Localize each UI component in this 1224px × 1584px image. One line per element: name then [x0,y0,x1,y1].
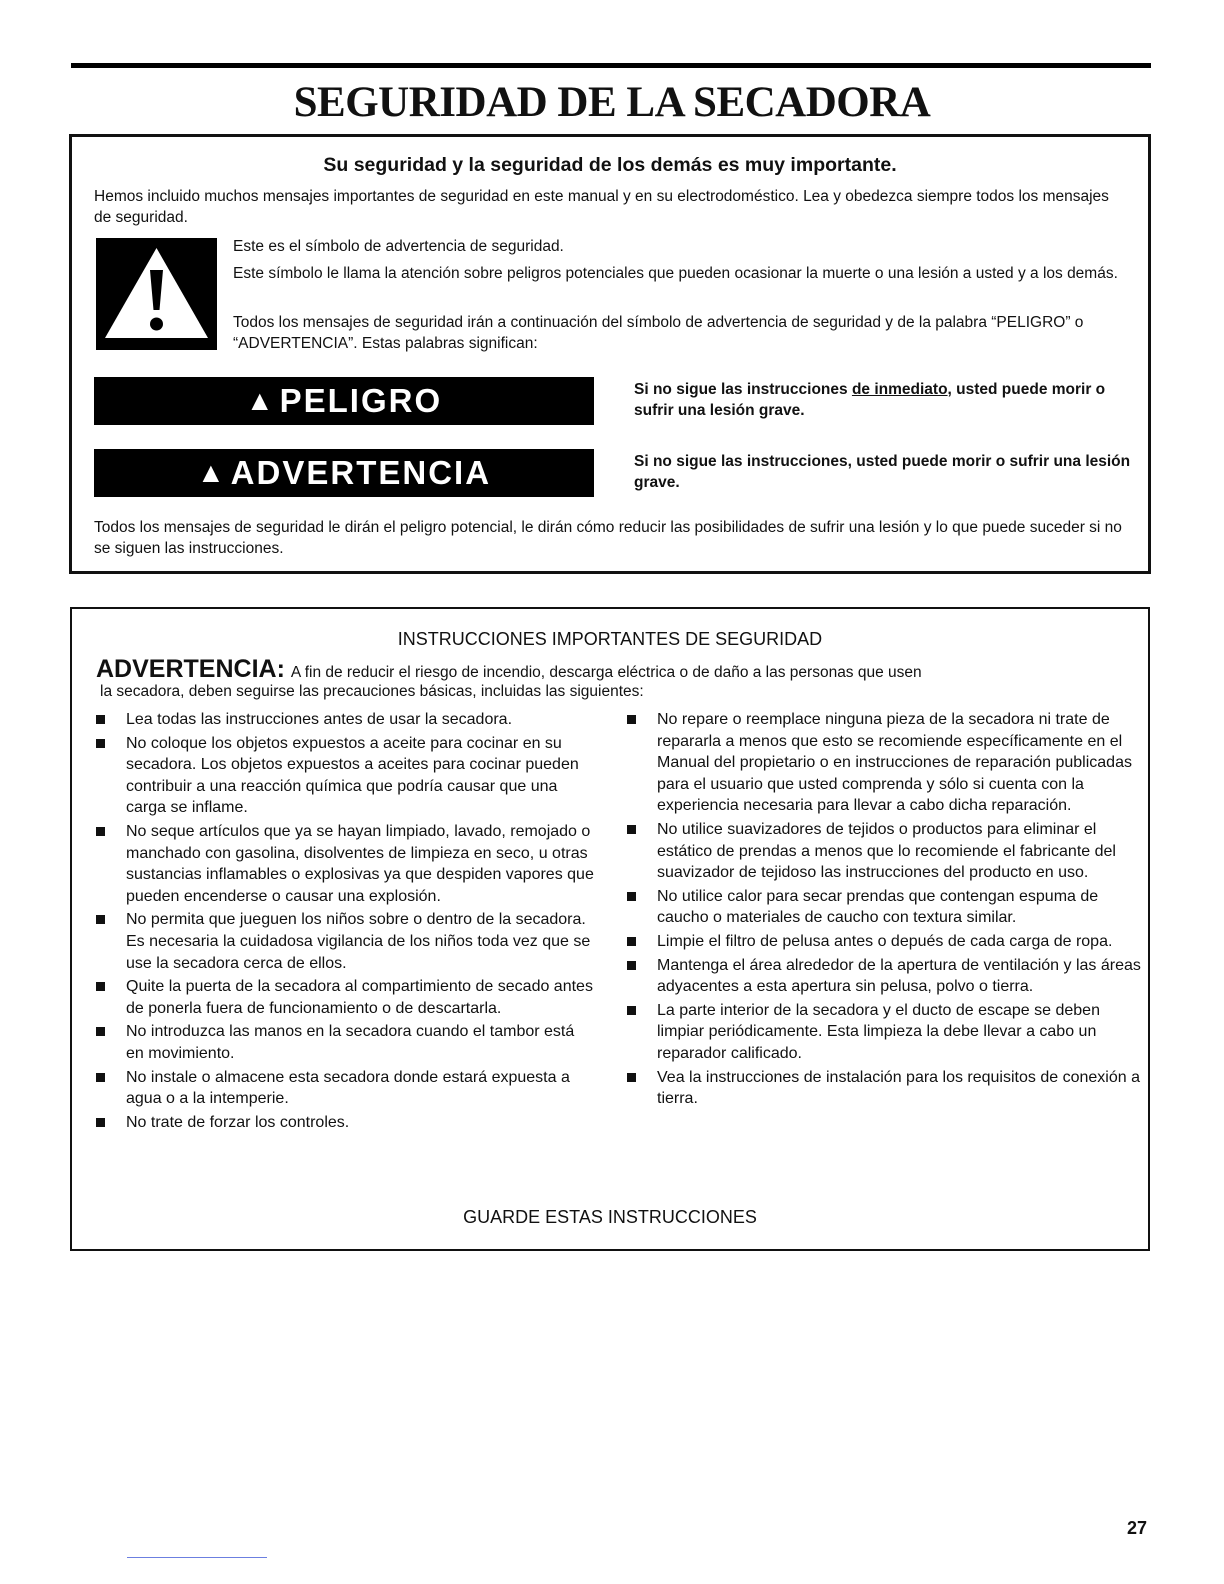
safety-intro: Hemos incluido muchos mensajes importantes de seguridad en este manual y en su electrodoméstico. Lea y obedezca siempre todos los mensajes de seguridad. [94,188,1109,226]
peligro-text-before: Si no sigue las instrucciones [634,381,852,398]
list-item: No introduzca las manos en la secadora cuando el tambor está en movimiento. [96,1021,596,1064]
list-item: Limpie el filtro de pelusa antes o depués de cada carga de ropa. [627,931,1147,953]
advertencia-label: ADVERTENCIA [230,454,492,491]
warning-statement [96,655,1136,684]
warning-word: ADVERTENCIA: [96,655,285,683]
bullet-square-icon [96,739,105,748]
bullet-square-icon [627,825,636,834]
list-item: No permita que jueguen los niños sobre o dentro de la secadora. Es necesaria la cuidadosa vigilancia de los niños toda vez que se use la secadora cerca de ellos. [96,909,596,974]
list-item: No utilice suavizadores de tejidos o productos para eliminar el estático de prendas a menos que lo recomiende el fabricante del suavizador de tejidoso las instrucciones del producto en uso. [627,819,1147,884]
list-item: La parte interior de la secadora y el ducto de escape se deben limpiar periódicamente. Esta limpieza la debe llevar a cabo un reparador calificado. [627,1000,1147,1065]
bullet-square-icon [627,961,636,970]
bullet-square-icon [96,1027,105,1036]
safety-instructions-box [70,607,1150,1251]
top-rule [71,63,1151,68]
list-item: Lea todas las instrucciones antes de usar la secadora. [96,709,596,731]
list-item: No trate de forzar los controles. [96,1112,596,1134]
bullet-square-icon [627,1006,636,1015]
symbol-line-3: Todos los mensajes de seguridad irán a continuación del símbolo de advertencia de seguridad y de la palabra “PELIGRO” o “ADVERTENCIA”. Estas palabras significan: [233,314,1084,352]
instructions-list-right [627,709,1147,1112]
bullet-square-icon [627,892,636,901]
peligro-text-after: , usted puede morir o sufrir una lesión grave. [634,381,1106,419]
list-item: No utilice calor para secar prendas que contengan espuma de caucho o materiales de caucho con textura similar. [627,886,1147,929]
warning-text-continued: la secadora, deben seguirse las precauciones básicas, incluidas las siguientes: [100,683,644,700]
bullet-square-icon [627,1073,636,1082]
bullet-square-icon [627,937,636,946]
safety-heading: Su seguridad y la seguridad de los demás es muy importante. [323,154,897,176]
link-underline [127,1557,267,1558]
safety-message-box [69,134,1151,574]
list-item: No instale o almacene esta secadora donde estará expuesta a agua o a la intemperie. [96,1067,596,1110]
bullet-square-icon [96,915,105,924]
list-item: No coloque los objetos expuestos a aceite para cocinar en su secadora. Los objetos expuestos a aceites para cocinar pueden contribuir a una reacción química que podría causar que una carga se inflame. [96,733,596,819]
bullet-square-icon [96,1118,105,1127]
safety-alert-symbol-icon [96,238,217,350]
list-item: No repare o reemplace ninguna pieza de la secadora ni trate de repararla a menos que esto se recomiende específicamente en el Manual del propietario o en instrucciones de reparación publicadas para el usuario que usted comprenda y sólo si cuenta con la experiencia necesaria para llevar a cabo dicha reparación. [627,709,1147,817]
advertencia-banner [94,449,594,497]
list-item: Quite la puerta de la secadora al compartimiento de secado antes de ponerla fuera de funcionamiento o de descartarla. [96,976,596,1019]
instructions-list-left [96,709,596,1135]
advertencia-text: Si no sigue las instrucciones, usted puede morir o sufrir una lesión grave. [634,453,1131,491]
peligro-label: PELIGRO [279,382,443,419]
list-item: Mantenga el área alrededor de la apertura de ventilación y las áreas adyacentes a esta apertura sin pelusa, polvo o tierra. [627,955,1147,998]
list-item: No seque artículos que ya se hayan limpiado, lavado, remojado o manchado con gasolina, disolventes de limpieza en seco, u otras sustancias inflamables o explosivas ya que despiden vapores que pueden encenderse o causar una explosión. [96,821,596,907]
symbol-line-2: Este símbolo le llama la atención sobre peligros potenciales que pueden ocasionar la muerte o una lesión a usted y a los demás. [233,265,1118,282]
warning-text: A fin de reducir el riesgo de incendio, descarga eléctrica o de daño a las personas que usen [290,664,922,681]
bullet-square-icon [96,827,105,836]
symbol-line-1: Este es el símbolo de advertencia de seguridad. [233,238,564,255]
list-item: Vea la instrucciones de instalación para los requisitos de conexión a tierra. [627,1067,1147,1110]
bullet-square-icon [96,982,105,991]
safety-outro: Todos los mensajes de seguridad le dirán el peligro potencial, le dirán cómo reducir las posibilidades de sufrir una lesión y lo que puede suceder si no se siguen las instrucciones. [94,519,1122,557]
bullet-square-icon [627,715,636,724]
warning-triangle-icon: ▲ [196,457,227,488]
bullet-square-icon [96,715,105,724]
peligro-text-underlined: de inmediato [851,381,948,398]
peligro-banner [94,377,594,425]
instructions-heading: INSTRUCCIONES IMPORTANTES DE SEGURIDAD [397,629,823,649]
warning-triangle-icon: ▲ [245,385,276,416]
page-title: SEGURIDAD DE LA SECADORA [293,79,931,126]
page-number: 27 [1127,1518,1148,1538]
bullet-square-icon [96,1073,105,1082]
peligro-text [634,379,1134,421]
save-instructions-heading: GUARDE ESTAS INSTRUCCIONES [463,1207,757,1227]
